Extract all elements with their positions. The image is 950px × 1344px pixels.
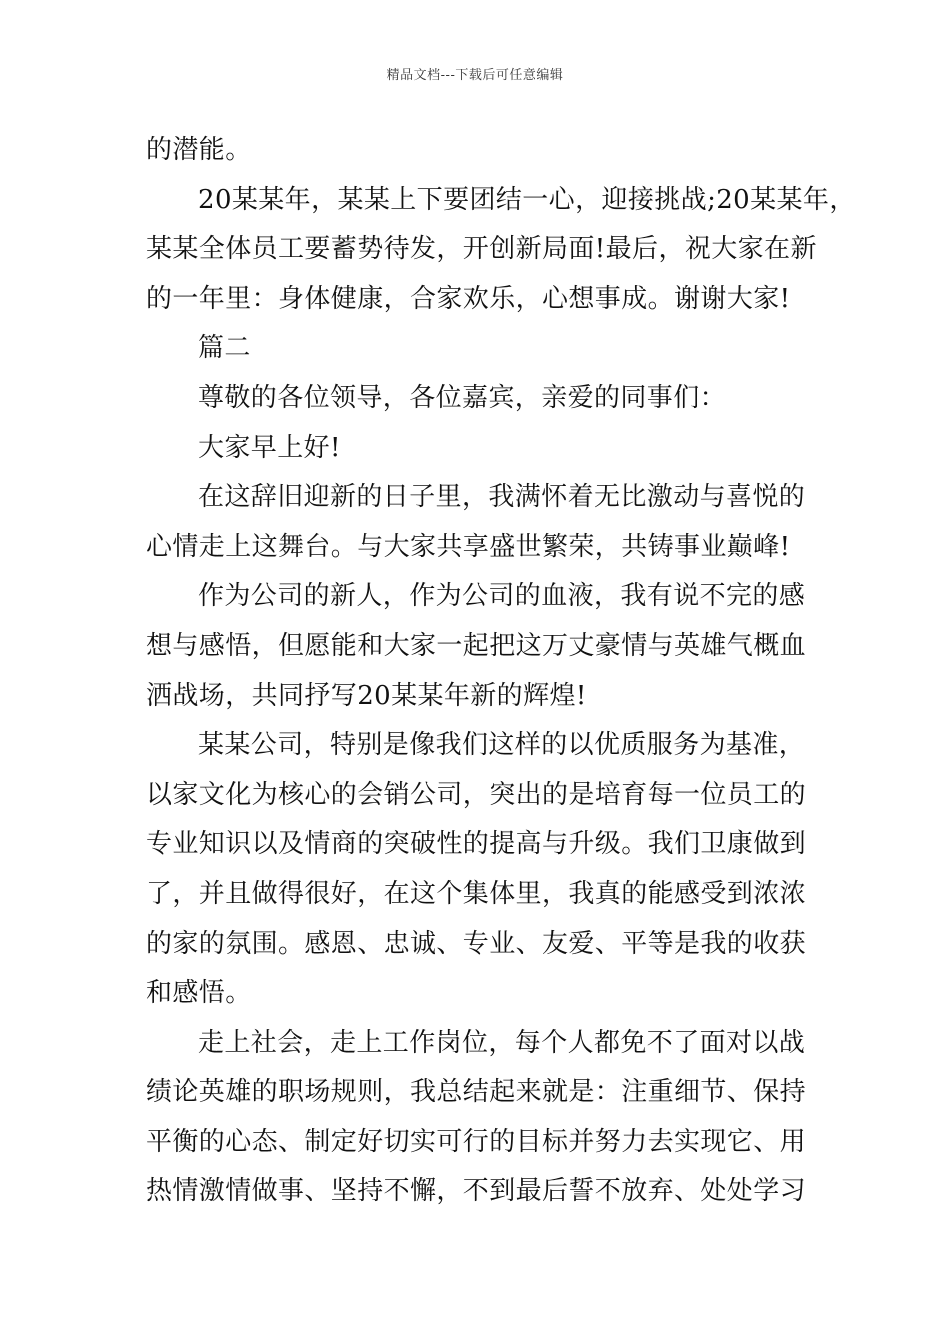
text-line: 尊敬的各位领导，各位嘉宾，亲爱的同事们： [198, 382, 727, 413]
text-line: 的一年里：身体健康，合家欢乐，心想事成。谢谢大家! [146, 283, 791, 314]
text-line: 平衡的心态、制定好切实可行的目标并努力去实现它、用 [146, 1126, 807, 1157]
page-header: 精品文档---下载后可任意编辑 [386, 68, 564, 83]
document-body [146, 126, 856, 1217]
text-line: 想与感悟，但愿能和大家一起把这万丈豪情与英雄气概血 [146, 630, 807, 661]
text-line: 大家早上好! [198, 432, 341, 463]
text-line: 心情走上这舞台。与大家共享盛世繁荣，共铸事业巅峰! [146, 531, 791, 562]
text-line: 走上社会，走上工作岗位，每个人都免不了面对以战 [198, 1027, 806, 1058]
text-line: 专业知识以及情商的突破性的提高与升级。我们卫康做到 [146, 829, 807, 860]
text-line: 的家的氛围。感恩、忠诚、专业、友爱、平等是我的收获 [146, 928, 807, 959]
text-line: 某某公司，特别是像我们这样的以优质服务为基准， [198, 730, 806, 761]
text-line: 和感悟。 [146, 978, 252, 1009]
text-line: 作为公司的新人，作为公司的血液，我有说不完的感 [198, 581, 806, 612]
text-line: 热情激情做事、坚持不懈，不到最后誓不放弃、处处学习 [146, 1176, 807, 1207]
text-line: 绩论英雄的职场规则，我总结起来就是：注重细节、保持 [146, 1077, 807, 1108]
section-heading: 篇二 [198, 333, 251, 364]
text-line: 以家文化为核心的会销公司，突出的是培育每一位员工的 [146, 779, 807, 810]
text-line: 的潜能。 [146, 135, 252, 165]
text-line: 了，并且做得很好，在这个集体里，我真的能感受到浓浓 [146, 878, 807, 909]
text-line: 在这辞旧迎新的日子里，我满怀着无比激动与喜悦的 [198, 482, 806, 513]
text-line: 洒战场，共同抒写20某某年新的辉煌! [146, 680, 587, 711]
text-line: 某某全体员工要蓄势待发，开创新局面!最后，祝大家在新 [146, 234, 817, 265]
text-line: 20某某年，某某上下要团结一心，迎接挑战;20某某年， [198, 184, 856, 215]
